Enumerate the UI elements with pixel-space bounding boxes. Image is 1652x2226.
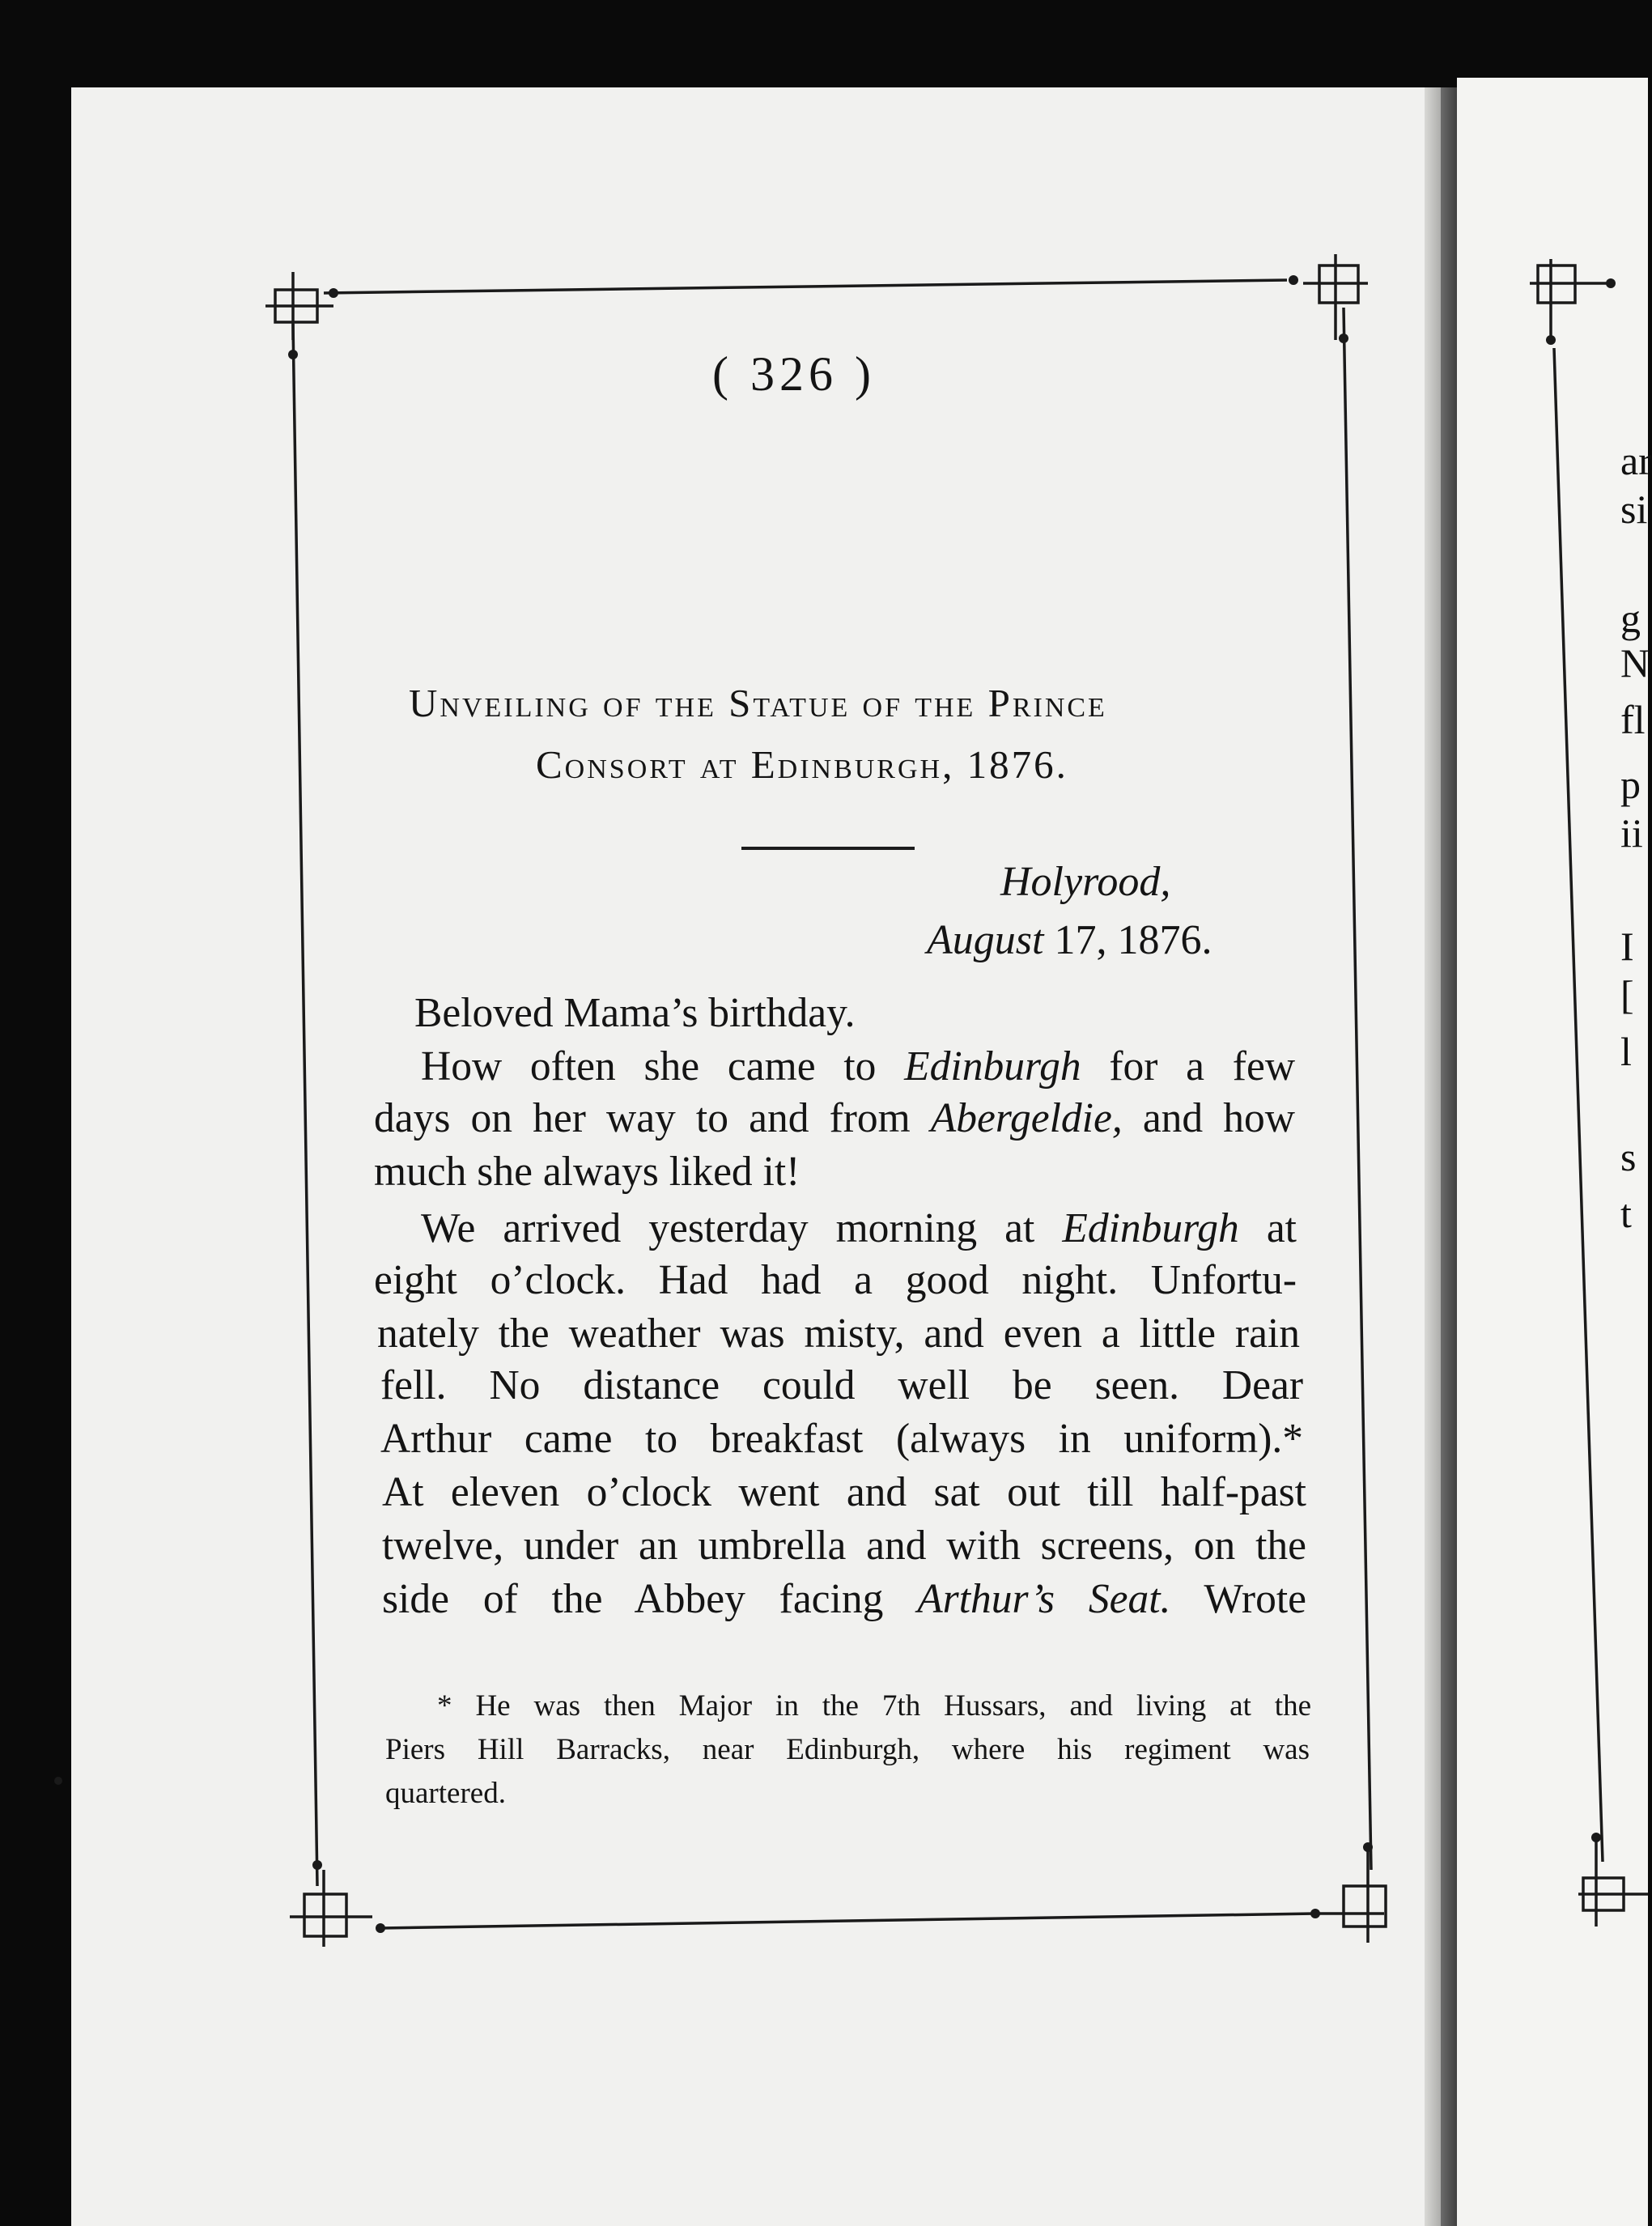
body-line (382, 1575, 1306, 1623)
text-run: at (1238, 1205, 1297, 1251)
text-run: We arrived yesterday morning at (421, 1205, 1063, 1251)
body-line (382, 1468, 1306, 1516)
title-divider-rule (741, 847, 915, 850)
facing-page-fragment: g (1620, 596, 1641, 641)
text-run: nately the weather was misty, and even a little rain (377, 1311, 1300, 1357)
facing-page-fragment: fl (1620, 697, 1646, 742)
dateline-month: August (927, 917, 1044, 963)
text-run: Arthur came to breakfast (always in uniform).* (380, 1416, 1303, 1462)
body-line (374, 1094, 1295, 1142)
dateline-day-year: 17, 1876. (1043, 917, 1212, 963)
body-line (374, 1148, 800, 1196)
dateline-date (927, 916, 1212, 964)
text-run: twelve, under an umbrella and with screens, on the (382, 1523, 1306, 1569)
text-run: eight o’clock. Had had a good night. Unfortu- (374, 1257, 1297, 1303)
facing-page-fragment: N (1620, 640, 1650, 686)
text-run: fell. No distance could well be seen. Dear (380, 1362, 1303, 1408)
facing-page-fragment: p (1620, 762, 1641, 807)
body-line (421, 1204, 1297, 1252)
dateline-place: Holyrood, (1000, 859, 1171, 905)
text-run: and how (1122, 1095, 1295, 1141)
italic-text: Edinburgh (1062, 1205, 1239, 1251)
facing-page-fragment: I (1620, 924, 1634, 969)
facing-page-fragment: t (1620, 1191, 1632, 1236)
chapter-title-line-1: Unveiling of the Statue of the Prince (409, 681, 1107, 725)
body-line (377, 1310, 1300, 1357)
page-number: ( 326 ) (712, 347, 876, 401)
body-line (380, 1362, 1303, 1409)
facing-page-fragment: ii (1620, 810, 1643, 856)
text-run: side of the Abbey facing (382, 1576, 918, 1622)
italic-text: Edinburgh (904, 1043, 1081, 1090)
facing-page-fragment: si (1620, 486, 1648, 532)
italic-text: Abergeldie, (930, 1095, 1123, 1141)
body-line (382, 1522, 1306, 1570)
italic-text: Arthur’s Seat. (917, 1576, 1171, 1622)
facing-page-fragment: [ (1620, 972, 1634, 1017)
footnote-line: * He was then Major in the 7th Hussars, and living at the (437, 1689, 1311, 1723)
text-run: much she always liked it! (374, 1149, 801, 1195)
text-run: days on her way to and from (374, 1095, 931, 1141)
text-run: Beloved Mama’s birthday. (414, 990, 856, 1036)
facing-page-fragment: ar (1620, 438, 1652, 483)
chapter-title-line-2: Consort at Edinburgh, 1876. (536, 742, 1068, 787)
text-run: How often she came to (421, 1043, 905, 1090)
text-run: Wrote (1170, 1576, 1306, 1622)
body-line (374, 1256, 1297, 1304)
body-line (421, 1043, 1295, 1090)
text-run: At eleven o’clock went and sat out till half-past (382, 1469, 1306, 1515)
footnote-line: Piers Hill Barracks, near Edinburgh, where his regiment was (385, 1733, 1310, 1766)
footnote-line: quartered. (385, 1777, 506, 1810)
body-line (380, 1415, 1303, 1463)
body-line (414, 989, 855, 1037)
text-run: for a few (1081, 1043, 1296, 1090)
facing-page-fragment: l (1620, 1029, 1632, 1074)
facing-page-fragment: s (1620, 1134, 1637, 1179)
